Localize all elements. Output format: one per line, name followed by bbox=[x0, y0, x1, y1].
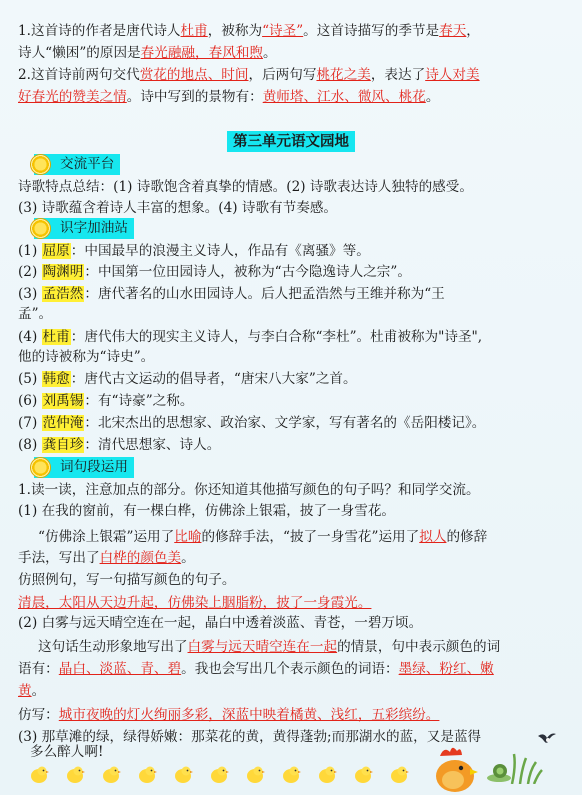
poet-item-cont: 他的诗被称为“诗史”。 bbox=[18, 349, 155, 365]
imitation-answer bbox=[18, 594, 371, 613]
poet-item bbox=[18, 263, 411, 282]
poet-item bbox=[18, 370, 357, 389]
summary-line: 诗歌特点总结：(1) 诗歌饱含着真挚的情感。(2) 诗歌表达诗人独特的感受。 bbox=[18, 179, 473, 195]
chick-icon bbox=[172, 764, 194, 784]
answer-line bbox=[38, 528, 487, 547]
text: 的修辞 bbox=[446, 529, 488, 545]
poet-item-cont: 孟”。 bbox=[18, 306, 53, 322]
text: “仿佛涂上银霜”运用了 bbox=[38, 529, 175, 545]
poet-desc: ：北宋杰出的思想家、政治家、文学家，写有著名的《岳阳楼记》。 bbox=[84, 415, 486, 431]
chick-icon bbox=[208, 764, 230, 784]
item-number: (7) bbox=[18, 415, 38, 431]
chick-icon bbox=[28, 764, 50, 784]
poet-name: 杜甫 bbox=[42, 329, 70, 345]
text: 2.这首诗前两句交代 bbox=[18, 67, 140, 83]
imitation-prompt: 仿照例句，写一句描写颜色的句子。 bbox=[18, 572, 236, 588]
q2-line bbox=[18, 88, 439, 107]
item-number: (3) bbox=[18, 286, 38, 302]
section-label: 交流平台 bbox=[60, 156, 115, 172]
section-header-literacy bbox=[34, 218, 134, 239]
poet-desc: ：清代思想家、诗人。 bbox=[84, 437, 221, 453]
text: 。 bbox=[263, 45, 277, 61]
chick-icon bbox=[136, 764, 158, 784]
item-number: (6) bbox=[18, 393, 38, 409]
answer-text: 诗人对美 bbox=[425, 67, 480, 83]
poet-desc: ：唐代著名的山水田园诗人。后人把孟浩然与王维并称为“王 bbox=[84, 286, 445, 302]
text: 。 bbox=[181, 550, 195, 566]
q2-line bbox=[18, 66, 480, 85]
example-sentence-cont: 多么醉人啊! bbox=[30, 744, 104, 760]
text: 。这首诗描写的季节是 bbox=[303, 23, 440, 39]
unit-title bbox=[0, 130, 582, 151]
poet-item bbox=[18, 242, 370, 261]
poet-name: 屈原 bbox=[42, 243, 70, 259]
answer-text: 黄 bbox=[18, 683, 32, 699]
text: 仿写： bbox=[18, 707, 59, 723]
text: 。诗中写到的景物有： bbox=[126, 89, 263, 105]
sun-bullet-icon bbox=[30, 154, 51, 175]
text: ， bbox=[466, 23, 480, 39]
answer-text: 春天 bbox=[439, 23, 467, 39]
poet-desc: ：中国最早的浪漫主义诗人，作品有《离骚》等。 bbox=[70, 243, 370, 259]
chick-icon bbox=[352, 764, 374, 784]
section-header-exchange bbox=[34, 154, 120, 175]
item-number: (4) bbox=[18, 329, 38, 345]
hen-icon bbox=[430, 742, 482, 794]
text: 。 bbox=[31, 683, 46, 699]
section-label: 识字加油站 bbox=[60, 220, 128, 236]
grass-icon bbox=[506, 744, 546, 784]
chick-icon bbox=[316, 764, 338, 784]
example-sentence: (1) 在我的窗前，有一棵白桦，仿佛涂上银霜，披了一身雪花。 bbox=[18, 503, 396, 519]
poet-item bbox=[18, 285, 445, 304]
poet-item bbox=[18, 414, 485, 433]
text: ，表达了 bbox=[370, 67, 426, 83]
answer-text: 桃花之美 bbox=[316, 67, 371, 83]
poet-name: 韩愈 bbox=[42, 371, 70, 387]
text: ，后两句写 bbox=[248, 67, 317, 83]
answer-text: 杜甫 bbox=[180, 23, 208, 39]
sun-bullet-icon bbox=[30, 457, 51, 478]
poet-item bbox=[18, 392, 193, 411]
poet-name: 陶渊明 bbox=[42, 264, 84, 280]
answer-text: 比喻 bbox=[174, 529, 202, 545]
answer-text: 黄师塔、江水、微风、桃花 bbox=[262, 89, 426, 105]
poet-name: 孟浩然 bbox=[42, 286, 84, 302]
example-sentence: (2) 白雾与远天晴空连在一起，晶白中透着淡蓝、青苍，一碧万顷。 bbox=[18, 615, 423, 631]
answer-text: 春光融融，春风和煦 bbox=[140, 45, 263, 61]
unit-title-text: 第三单元语文园地 bbox=[227, 131, 355, 152]
answer-text: “诗圣” bbox=[262, 23, 304, 39]
answer-text: 白雾与远天晴空连在一起 bbox=[187, 639, 338, 655]
answer-text: 晶白、淡蓝、青、碧 bbox=[58, 661, 182, 677]
item-number: (2) bbox=[18, 264, 38, 280]
item-number: (1) bbox=[18, 243, 38, 259]
example-sentence: (3) 那草滩的绿，绿得娇嫩：那菜花的黄，黄得蓬勃;而那湖水的蓝，又是蓝得 bbox=[18, 729, 482, 745]
answer-text: 墨绿、粉红、嫩 bbox=[398, 661, 494, 677]
text: 的修辞手法，“披了一身雪花”运用了 bbox=[201, 529, 420, 545]
item-number: (8) bbox=[18, 437, 38, 453]
poet-desc: ：中国第一位田园诗人，被称为“古今隐逸诗人之宗”。 bbox=[84, 264, 411, 280]
text: 1.这首诗的作者是唐代诗人 bbox=[18, 23, 181, 39]
poet-name: 龚自珍 bbox=[42, 437, 84, 453]
poet-item bbox=[18, 328, 482, 347]
text: 手法，写出了 bbox=[18, 550, 100, 566]
q1-line bbox=[18, 22, 480, 41]
text: ，被称为 bbox=[207, 23, 263, 39]
answer-text: 白桦的颜色美 bbox=[99, 550, 182, 566]
poet-name: 刘禹锡 bbox=[42, 393, 84, 409]
chick-icon bbox=[100, 764, 122, 784]
poet-item bbox=[18, 436, 220, 455]
answer-line bbox=[18, 549, 195, 568]
section-label: 词句段运用 bbox=[60, 459, 128, 475]
answer-text: 清晨，太阳从天边升起，仿佛染上胭脂粉，披了一身霞光。 bbox=[18, 595, 372, 611]
chick-icon bbox=[64, 764, 86, 784]
section-header-sentences bbox=[34, 457, 134, 478]
text: 这句话生动形象地写出了 bbox=[38, 639, 188, 655]
q1-line bbox=[18, 44, 277, 63]
text: 。 bbox=[425, 89, 440, 105]
text: 诗人“懒困”的原因是 bbox=[18, 45, 141, 61]
answer-text: 拟人 bbox=[419, 529, 447, 545]
poet-desc: ：有“诗豪”之称。 bbox=[84, 393, 194, 409]
answer-text: 好春光的赞美之情 bbox=[18, 89, 127, 105]
poet-name: 范仲淹 bbox=[42, 415, 84, 431]
text: 语有： bbox=[18, 661, 59, 677]
chick-icon bbox=[388, 764, 410, 784]
chick-icon bbox=[244, 764, 266, 784]
answer-text: 赏花的地点、时间 bbox=[139, 67, 249, 83]
answer-line bbox=[18, 682, 45, 701]
summary-line: (3) 诗歌蕴含着诗人丰富的想象。(4) 诗歌有节奏感。 bbox=[18, 200, 338, 216]
answer-line bbox=[38, 638, 500, 657]
chick-icon bbox=[280, 764, 302, 784]
item-number: (5) bbox=[18, 371, 38, 387]
sun-bullet-icon bbox=[30, 218, 51, 239]
text: 的情景，句中表示颜色的词 bbox=[337, 639, 501, 655]
poet-desc: ：唐代伟大的现实主义诗人，与李白合称“李杜”。杜甫被称为"诗圣", bbox=[70, 329, 483, 345]
poet-desc: ：唐代古文运动的倡导者，“唐宋八大家”之首。 bbox=[70, 371, 357, 387]
imitation-answer bbox=[18, 706, 439, 725]
answer-text: 城市夜晚的灯火绚丽多彩，深蓝中映着橘黄、浅红，五彩缤纷。 bbox=[58, 707, 440, 723]
exercise-question: 1.读一读，注意加点的部分。你还知道其他描写颜色的句子吗？和同学交流。 bbox=[18, 482, 480, 498]
text: 。我也会写出几个表示颜色的词语： bbox=[181, 661, 399, 677]
answer-line bbox=[18, 660, 494, 679]
